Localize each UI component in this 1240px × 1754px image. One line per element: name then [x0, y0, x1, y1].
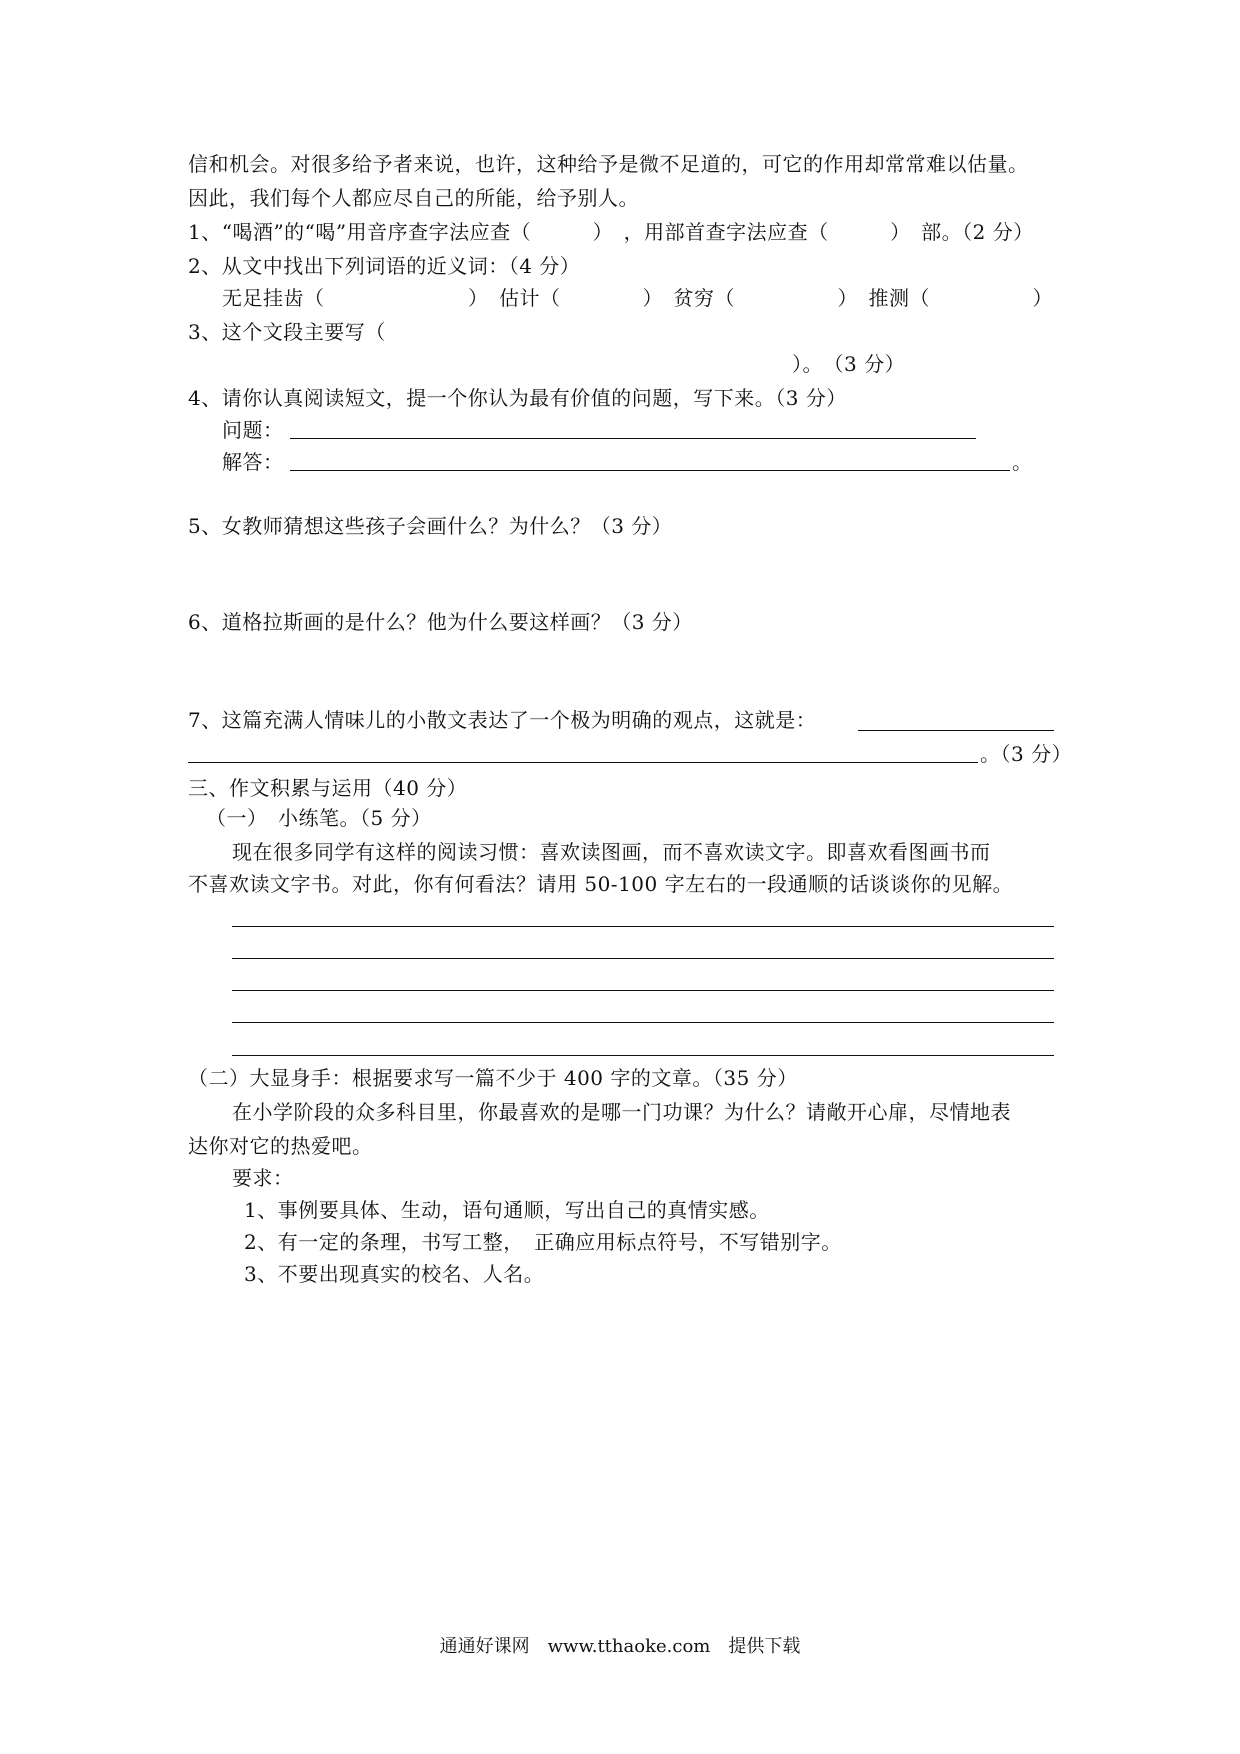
question-2-words: 无足挂齿（ ） 估计（ ） 贫穷（ ） 推测（ ） [222, 286, 1053, 310]
question-4-answer-label: 解答： [222, 450, 284, 474]
question-7-line-1[interactable] [858, 730, 1054, 731]
question-7-line-2[interactable] [188, 762, 978, 763]
requirement-1: 1、事例要具体、生动，语句通顺，写出自己的真情实感。 [244, 1198, 770, 1222]
question-4-question-line[interactable] [290, 438, 976, 439]
question-4-answer-end: 。 [1012, 450, 1033, 474]
writing-line-2[interactable] [232, 958, 1054, 959]
passage-line-2: 因此，我们每个人都应尽自己的所能，给予别人。 [188, 186, 639, 210]
section-3-heading: 三、作文积累与运用（40 分） [188, 776, 468, 800]
part-2-prompt-line-1: 在小学阶段的众多科目里，你最喜欢的是哪一门功课？为什么？请敞开心扉，尽情地表 [232, 1100, 1011, 1124]
question-4-question-label: 问题： [222, 418, 284, 442]
part-1-heading: （一） 小练笔。（5 分） [206, 806, 432, 830]
writing-line-3[interactable] [232, 990, 1054, 991]
requirement-3: 3、不要出现真实的校名、人名。 [244, 1262, 545, 1286]
writing-line-5[interactable] [232, 1055, 1054, 1056]
writing-line-4[interactable] [232, 1022, 1054, 1023]
question-7-end: 。（3 分） [980, 742, 1073, 766]
part-1-prompt-line-2: 不喜欢读文字书。对此，你有何看法？请用 50-100 字左右的一段通顺的话谈谈你的见解。 [188, 872, 1014, 896]
page-footer: 通通好课网 www.tthaoke.com 提供下载 [439, 1636, 801, 1657]
question-7: 7、这篇充满人情味儿的小散文表达了一个极为明确的观点，这就是： [188, 708, 817, 732]
question-3: 3、这个文段主要写（ [188, 320, 386, 344]
part-1-prompt-line-1: 现在很多同学有这样的阅读习惯：喜欢读图画，而不喜欢读文字。即喜欢看图画书而 [232, 840, 991, 864]
question-4-answer-line[interactable] [290, 470, 1010, 471]
question-6: 6、道格拉斯画的是什么？他为什么要这样画？（3 分） [188, 610, 693, 634]
question-3-end: ）。 （3 分） [792, 352, 906, 376]
question-1: 1、“喝酒”的“喝”用音序查字法应查（ ） ，用部首查字法应查（ ） 部。（2 分） [188, 220, 1034, 244]
part-2-prompt-line-2: 达你对它的热爱吧。 [188, 1134, 373, 1158]
question-5: 5、女教师猜想这些孩子会画什么？为什么？（3 分） [188, 514, 673, 538]
question-2: 2、从文中找出下列词语的近义词：（4 分） [188, 254, 581, 278]
question-4: 4、请你认真阅读短文，提一个你认为最有价值的问题，写下来。（3 分） [188, 386, 847, 410]
passage-line-1: 信和机会。对很多给予者来说，也许，这种给予是微不足道的，可它的作用却常常难以估量。 [188, 152, 1029, 176]
writing-line-1[interactable] [232, 926, 1054, 927]
requirement-2: 2、有一定的条理，书写工整， 正确应用标点符号，不写错别字。 [244, 1230, 842, 1254]
requirements-label: 要求： [232, 1166, 294, 1190]
part-2-heading: （二）大显身手：根据要求写一篇不少于 400 字的文章。（35 分） [188, 1066, 798, 1090]
